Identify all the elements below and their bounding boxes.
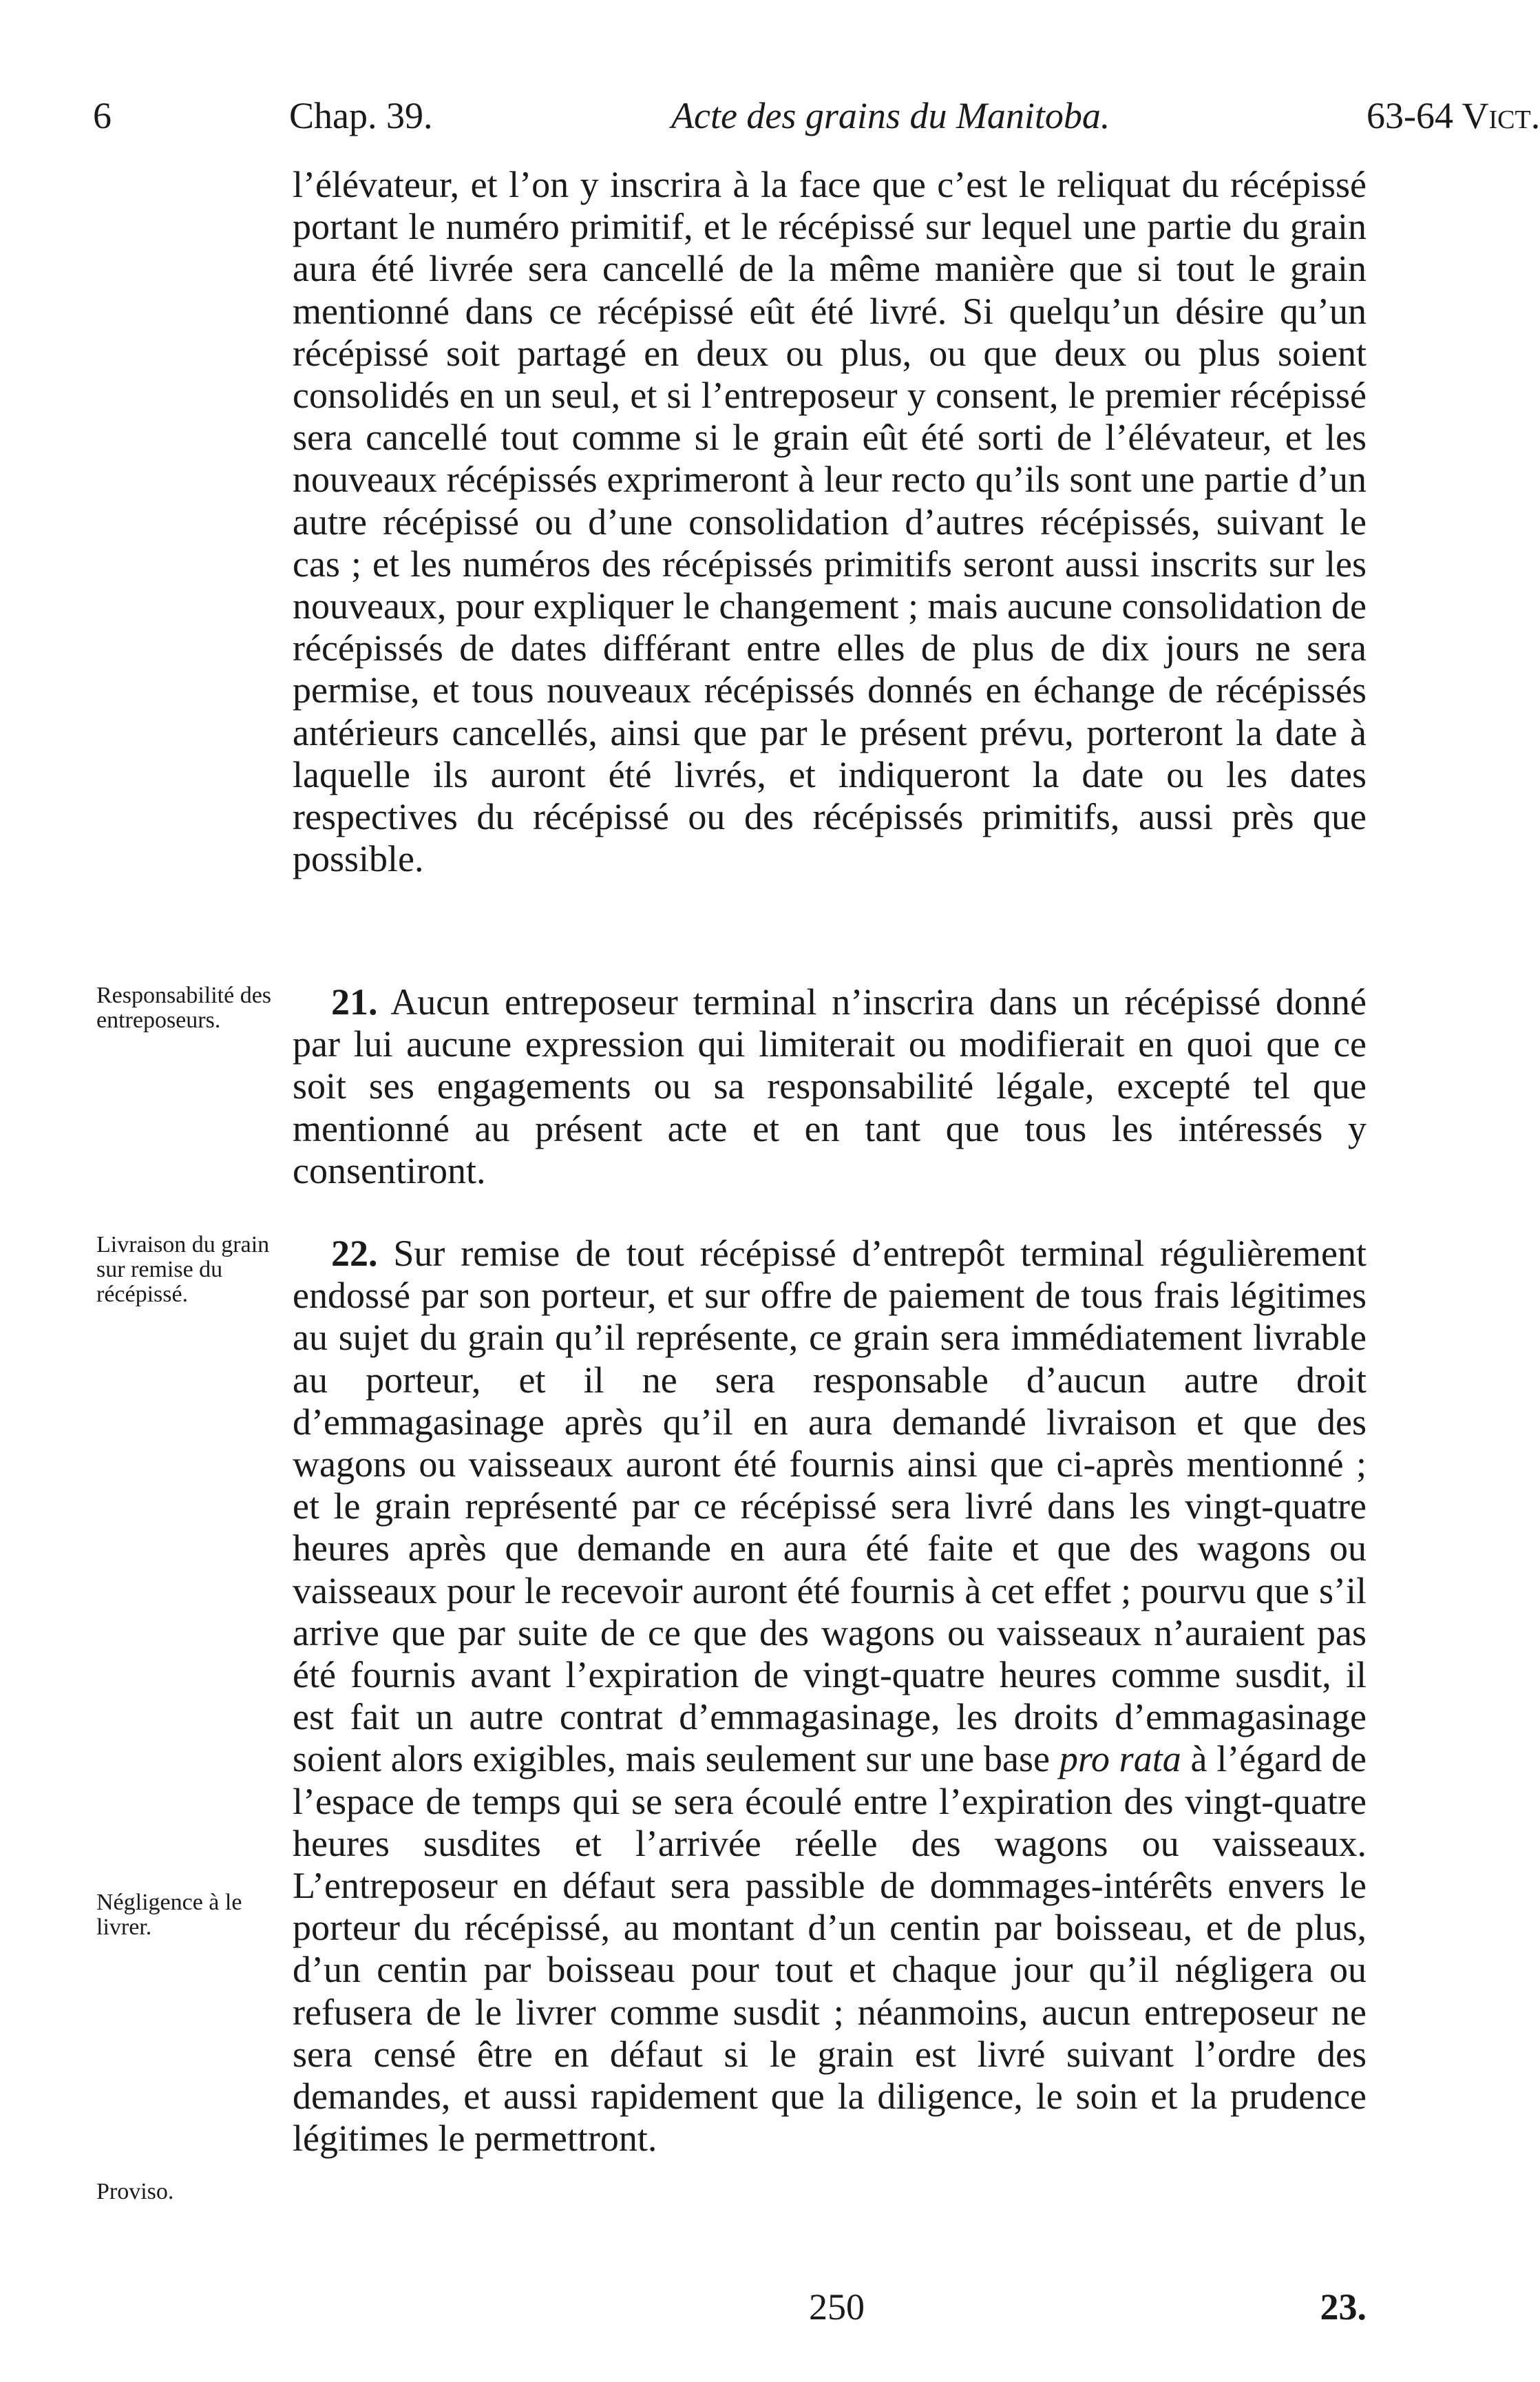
page-footer <box>93 2279 1373 2334</box>
section-text: Aucun entreposeur terminal n’inscrira dans un récépissé donné par lui aucune expression qui limiterait ou modifierait en quoi que ce soit ses engagements ou sa responsabilité légale, excepté tel que mentionné au présent acte et en tant que tous les intéressés y consentiront. <box>293 981 1367 1191</box>
act-title: Acte des grains du Manitoba. <box>671 95 1110 136</box>
section-number: 22. <box>331 1233 378 1274</box>
section-21 <box>293 981 1367 1192</box>
running-header: 6 Chap. 39. Acte des grains du Manitoba. 63-64 Vict. <box>93 88 1373 143</box>
section-22 <box>293 1233 1367 2160</box>
catchword: 23. <box>1320 2286 1367 2328</box>
section-number: 21. <box>331 981 378 1023</box>
italic-phrase: pro rata <box>1059 1738 1181 1780</box>
folio-number: 250 <box>809 2286 865 2328</box>
margin-note-responsabilite: Responsabilité des entreposeurs. <box>96 983 272 1033</box>
continuation-paragraph <box>293 164 1367 880</box>
chapter-label: Chap. 39. <box>289 95 433 136</box>
section-text: Sur remise de tout récépissé d’entrepôt terminal régulièrement endossé par son porteur, et sur offre de paiement de tous frais légitimes au sujet du grain qu’il représente, ce grain sera immédiatement livrable au porteur, et il ne sera responsable d’aucun autre droit d’emmagasinage après qu’il en aura demandé livraison et que des wagons ou vaisseaux auront été fournis ainsi que ci-après mentionné ; et le grain représenté par ce récépissé sera livré dans les vingt-quatre heures après que demande en aura été faite et que des wagons ou vaisseaux pour le recevoir auront été fournis à cet effet ; pourvu que s’il arrive que par suite de ce que des wagons ou vaisseaux n’auraient pas été fournis avant l’expiration de vingt-quatre heures comme susdit, il est fait un autre contrat d’emmagasinage, les droits d’emmagasinage soient alors exigibles, mais seulement sur une base <box>293 1233 1367 1780</box>
margin-note-negligence: Négligence à le livrer. <box>96 1890 242 1940</box>
page-number: 6 <box>93 95 112 136</box>
margin-note-proviso: Proviso. <box>96 2179 174 2204</box>
margin-note-livraison: Livraison du grain sur remise du récépissé. <box>96 1232 270 1307</box>
continuation-text: l’élévateur, et l’on y inscrira à la face que c’est le reliquat du récépissé portant le numéro primitif, et le récépissé sur lequel une partie du grain aura été livrée sera cancellé de la même manière que si tout le grain mentionné dans ce récépissé eût été livré. Si quelqu’un désire qu’un récépissé soit partagé en deux ou plus, ou que deux ou plus soient consolidés en un seul, et si l’entreposeur y consent, le premier récépissé sera cancellé tout comme si le grain eût été sorti de l’élévateur, et les nouveaux récépissés exprimeront à leur recto qu’ils sont une partie d’un autre récépissé ou d’une consolidation d’autres récépissés, suivant le cas ; et les numéros des récépissés primitifs seront aussi inscrits sur les nouveaux, pour expliquer le changement ; mais aucune consolidation de récépissés de dates différant entre elles de plus de dix jours ne sera permise, et tous nouveaux récépissés donnés en échange de récépissés antérieurs cancellés, ainsi que par le présent prévu, porteront la date à laquelle ils auront été livrés, et indiqueront la date ou les dates respectives du récépissé ou des récépissés primitifs, aussi près que possible. <box>293 164 1367 880</box>
section-text-continued: à l’égard de l’espace de temps qui se sera écoulé entre l’expiration des vingt-quatre heures susdites et l’arrivée réelle des wagons ou vaisseaux. L’entreposeur en défaut sera passible de dommages-intérêts envers le porteur du récépissé, au montant d’un centin par boisseau, et de plus, d’un centin par boisseau pour tout et chaque jour qu’il négligera ou refusera de le livrer comme susdit ; néanmoins, aucun entreposeur ne sera censé être en défaut si le grain est livré suivant l’ordre des demandes, et aussi rapidement que la diligence, le soin et la prudence légitimes le permettront. <box>293 1738 1367 2160</box>
